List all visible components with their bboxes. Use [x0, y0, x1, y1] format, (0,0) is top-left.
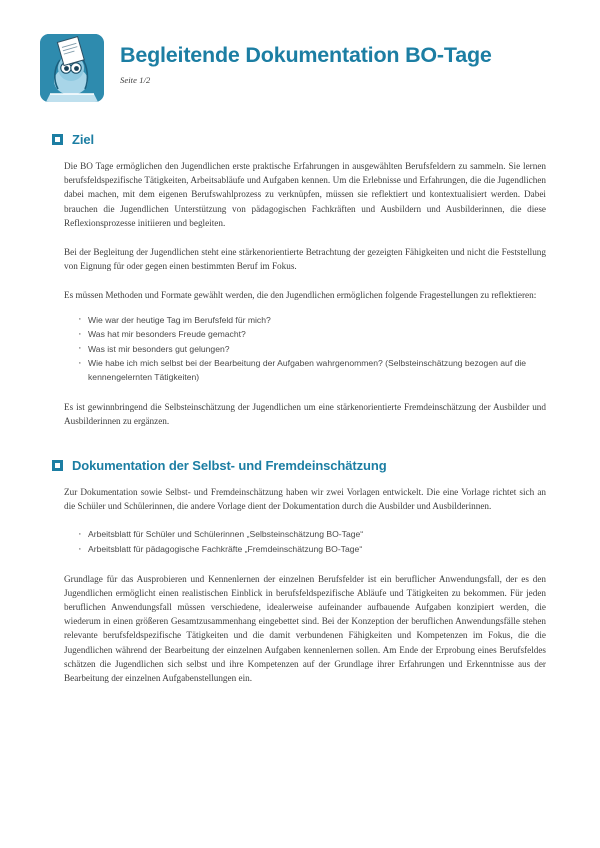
list-item: · Wie war der heutige Tag im Berufsfeld für mich? [78, 314, 546, 328]
list-item: · Wie habe ich mich selbst bei der Bearbeitung der Aufgaben wahrgenommen? (Selbsteinschätzung bezogen auf die kennengelernten Tätigkeiten) [78, 357, 546, 384]
section-ziel [52, 132, 548, 428]
list-item: · Arbeitsblatt für Schüler und Schülerinnen „Selbsteinschätzung BO-Tage“ [78, 528, 546, 542]
section-heading-dokumentation [52, 458, 548, 473]
paragraph: Bei der Begleitung der Jugendlichen steht eine stärkenorientierte Betrachtung der gezeigten Fähigkeiten und nicht die Feststellung von Eignung für oder gegen einen bestimmten Beruf im Fokus. [64, 247, 546, 272]
page-title: Begleitende Dokumentation BO-Tage [120, 43, 492, 67]
section-heading-ziel [52, 132, 548, 147]
paragraph: Zur Dokumentation sowie Selbst- und Fremdeinschätzung haben wir zwei Vorlagen entwickelt. Die eine Vorlage richtet sich an die Schüler und Schülerinnen, die andere Vorlage dient der Dokumentation durch die Ausbilder und Ausbilderinnen. [64, 487, 546, 512]
square-bullet-icon [52, 460, 63, 471]
section-body-dokumentation [52, 485, 548, 685]
mascot-with-document-icon [40, 34, 104, 102]
paragraph: Es ist gewinnbringend die Selbsteinschätzung der Jugendlichen um eine stärkenorientierte Fremdeinschätzung der Ausbilder und Ausbilderinnen zu ergänzen. [64, 401, 546, 426]
header-text-block [120, 34, 492, 85]
section-body-ziel [52, 159, 548, 428]
document-header [0, 0, 600, 102]
page-subtitle: Seite 1/2 [120, 74, 151, 85]
document-content [0, 132, 600, 685]
list-item: · Arbeitsblatt für pädagogische Fachkräfte „Fremdeinschätzung BO-Tage“ [78, 543, 546, 557]
paragraph: Grundlage für das Ausprobieren und Kennenlernen der einzelnen Berufsfelder ist ein beruflicher Anwendungsfall, der es den Jugendlichen ermöglicht einen realistischen Einblick in berufsfeldspezifische Abläufe und Tätigkeiten zu bekommen. Für jeden beruflichen Anwendungsfall müssen verschiedene, idealerweise aufeinander aufbauende Aufgaben konzipiert werden, die wiederum in einen größeren Gesamtzusammenhang eingebettet sind. Bei der Konzeption der beruflichen Anwendungsfälle stehen relevante berufsfeldspezifische Tätigkeiten und die damit verbundenen Fähigkeiten und Kompetenzen im Fokus, die die Jugendlichen während der Bearbeitung der einzelnen Aufgaben kennenlernen sollen. Am Ende der Erprobung eines Berufsfeldes schätzen die Jugendlichen sich selbst und ihre Kompetenzen auf der Grundlage ihrer Erfahrungen und Erkenntnisse aus der Bearbeitung der einzelnen Aufgabenstellungen ein. [64, 573, 546, 684]
square-bullet-icon [52, 134, 63, 145]
reflection-questions-list [64, 314, 546, 385]
section-heading-label: Ziel [72, 132, 94, 147]
section-heading-label: Dokumentation der Selbst- und Fremdeinschätzung [72, 458, 387, 473]
paragraph: Es müssen Methoden und Formate gewählt werden, die den Jugendlichen ermöglichen folgende Fragestellungen zu reflektieren: [64, 290, 537, 301]
worksheets-list [64, 528, 546, 556]
section-dokumentation [52, 458, 548, 685]
list-item: · Was ist mir besonders gut gelungen? [78, 343, 546, 357]
list-item: · Was hat mir besonders Freude gemacht? [78, 328, 546, 342]
paragraph: Die BO Tage ermöglichen den Jugendlichen erste praktische Erfahrungen in ausgewählten Berufsfeldern zu sammeln. Sie lernen berufsfeldspezifische Tätigkeiten, Arbeitsabläufe und Aufgaben kennen. Um die Erlebnisse und Erfahrungen, die die Jugendlichen dabei machen, mit dem eigenen Berufswahlprozess zu verknüpfen, müssen sie reflektiert und kontextualisiert werden. Dabei brauchen die Jugendlichen Unterstützung von pädagogischen Fachkräften und Ausbildern und Ausbilderinnen, die diese Reflexionsprozesse initiieren und begleiten. [64, 161, 546, 228]
